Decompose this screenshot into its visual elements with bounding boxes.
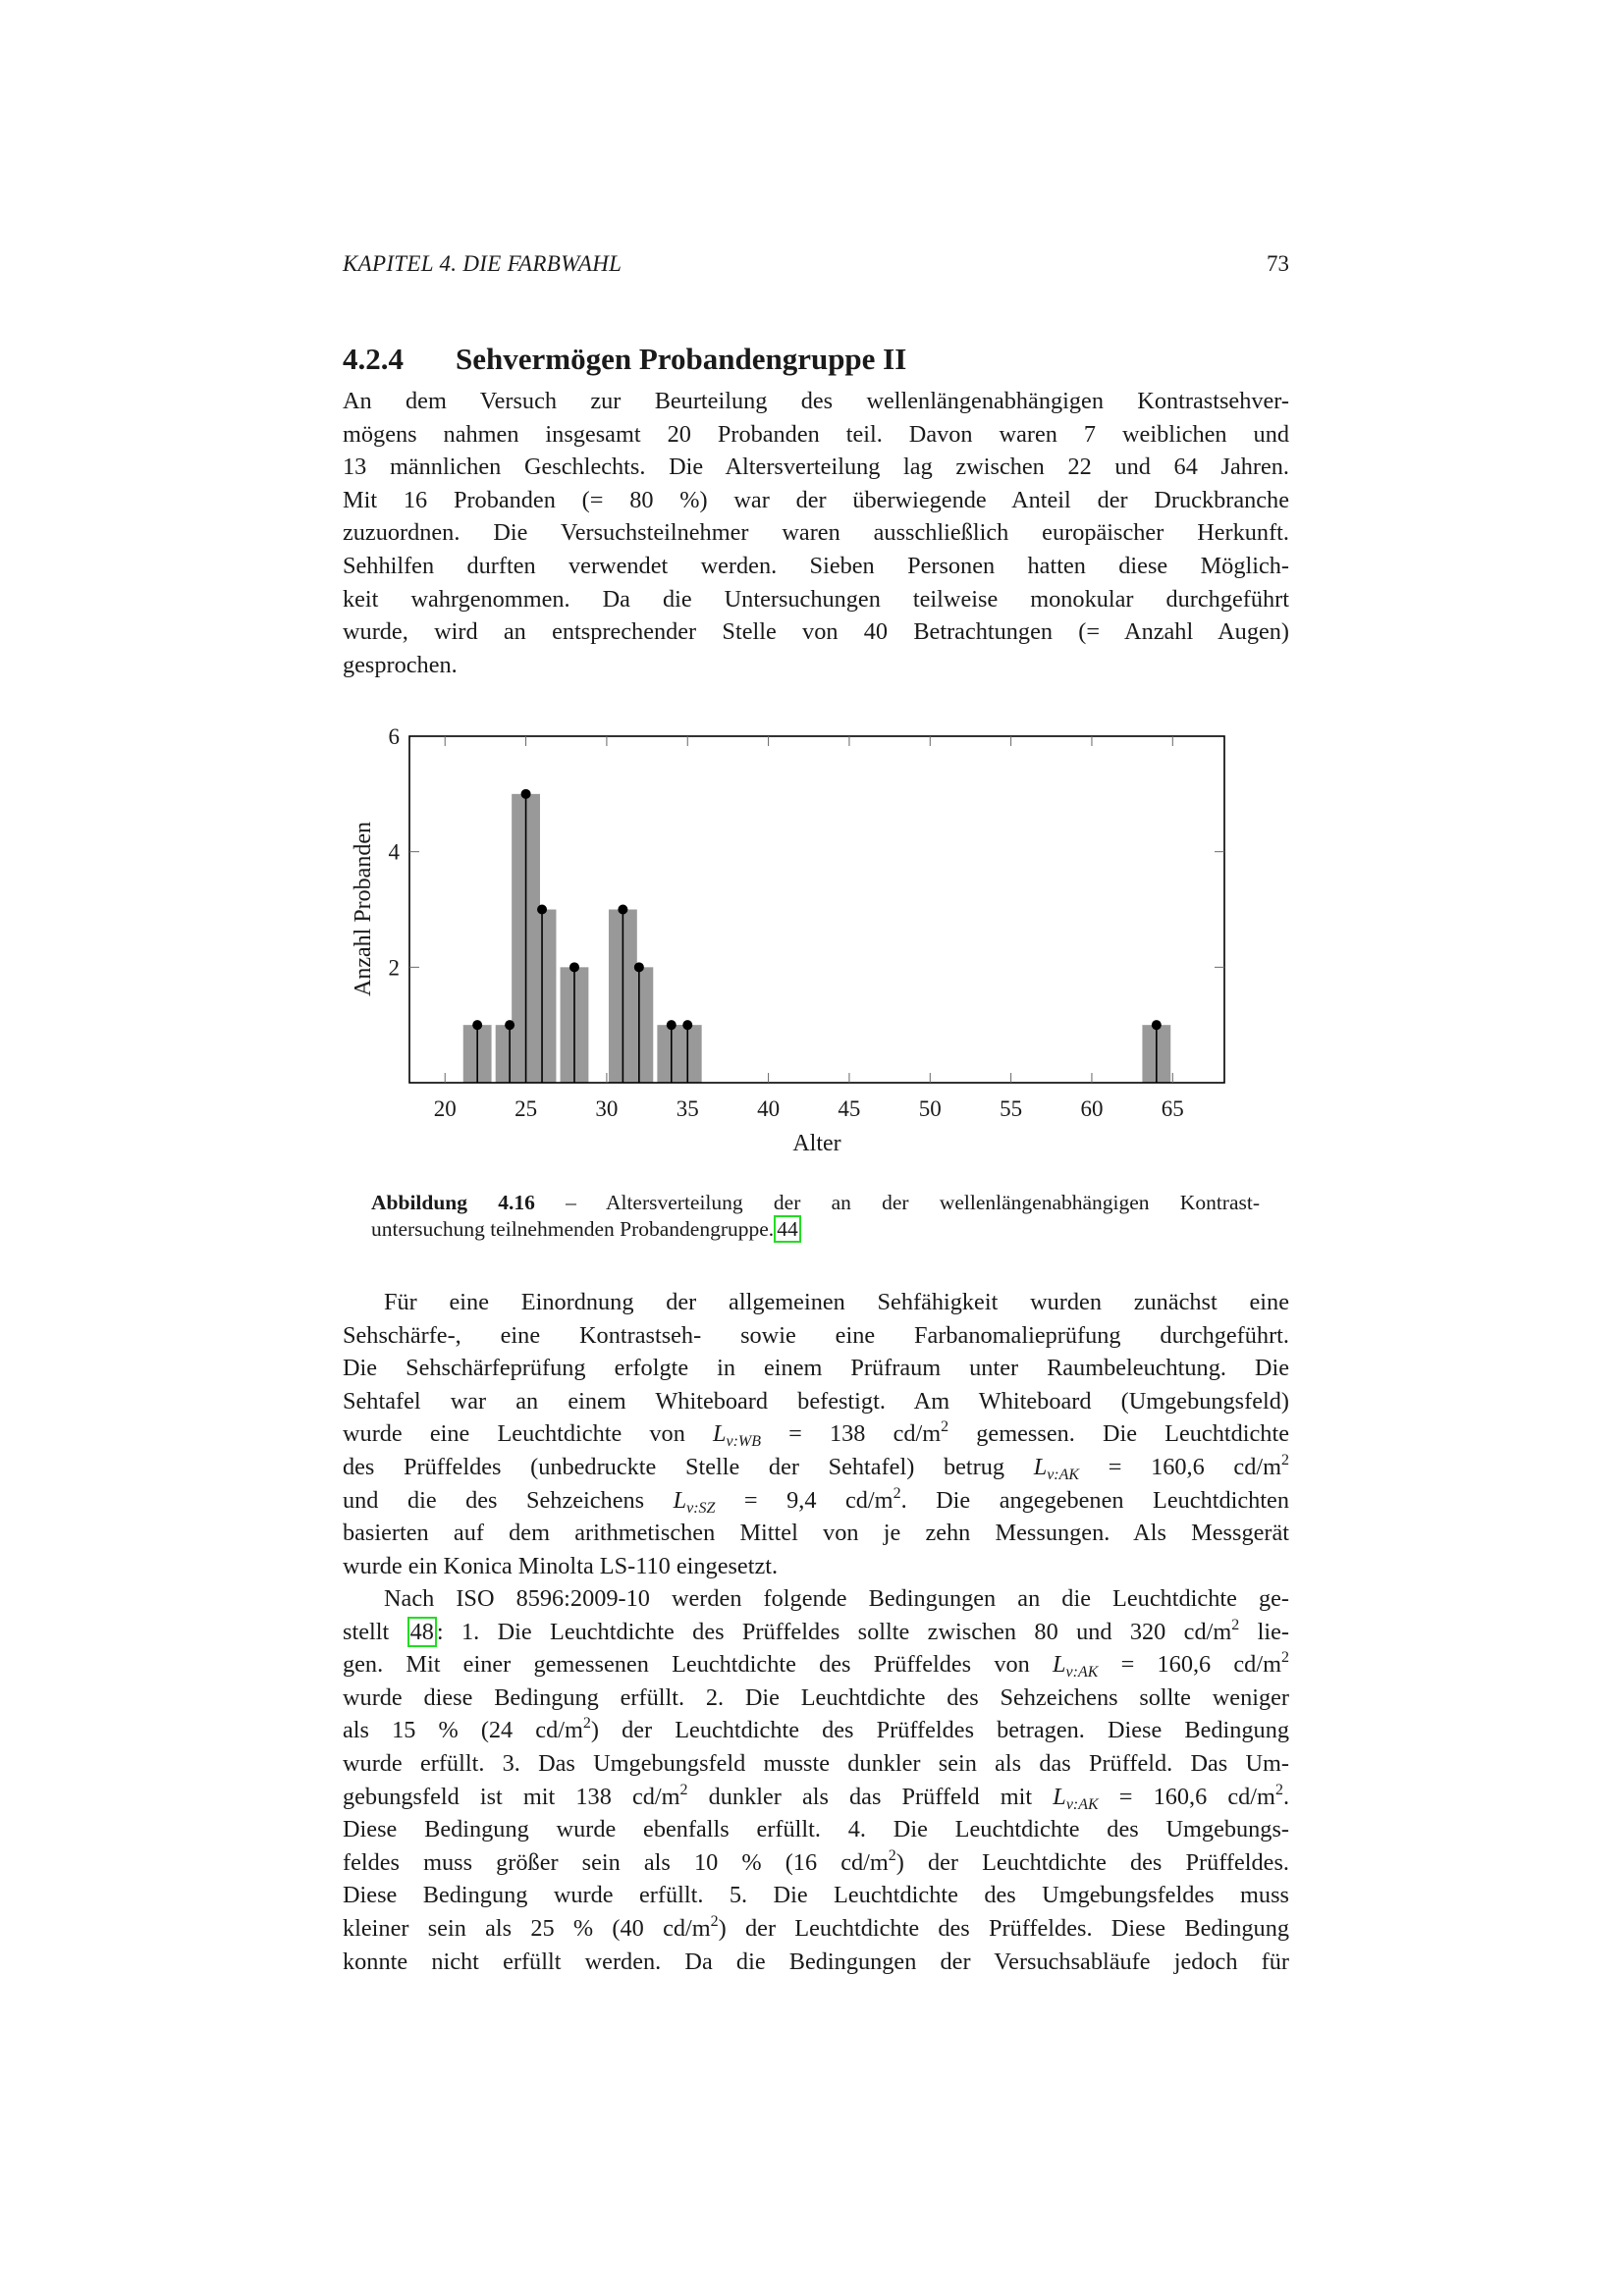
text-line: und die des Sehzeichens $L_{v:SZ} = 9,4$ $cd/m^2$. Die angegebenen Leuchtdichten [343,1484,1289,1517]
x-tick-label: 35 [676,1096,699,1121]
text-line: kleiner sein als 25 % (40 $cd/m^2$) der Leuchtdichte des Prüffeldes. Diese Bedingung [343,1912,1289,1942]
section-number: 4.2.4 [343,342,404,376]
section-title: Sehvermögen Probandengruppe II [456,342,907,376]
caption-text: untersuchung teilnehmenden Probandengruppe. [371,1217,775,1241]
data-point-marker [472,1020,482,1030]
text-line: Mit 16 Probanden (= 80 %) war der überwiegende Anteil der Druckbranche [343,486,1289,513]
data-point-marker [569,962,579,972]
text-line: wurde eine Leuchtdichte von $L_{v:WB} = 138$ $cd/m^2$ gemessen. Die Leuchtdichte [343,1418,1289,1451]
y-tick-label: 4 [388,839,400,865]
text-line: zuzuordnen. Die Versuchsteilnehmer waren ausschließlich europäischer Herkunft. [343,519,1289,547]
text-line: feldes muss größer sein als 10 % (16 $cd/m^2$) der Leuchtdichte des Prüffeldes. [343,1846,1289,1876]
figure-label: Abbildung 4.16 [371,1191,535,1214]
page-number: 73 [1267,251,1289,276]
text-line: als 15 % (24 $cd/m^2$) der Leuchtdichte des Prüffeldes betragen. Diese Bedingung [343,1715,1289,1744]
x-tick-label: 65 [1161,1096,1184,1121]
paragraph-measurement [343,1286,1289,1582]
citation-link[interactable]: 48 [407,1617,437,1647]
data-point-marker [634,962,644,972]
text-line: wurde erfüllt. 3. Das Umgebungsfeld musste dunkler sein als das Prüffeld. Das Um- [343,1749,1289,1777]
data-point-marker [667,1020,677,1030]
text-line: keit wahrgenommen. Da die Untersuchungen teilweise monokular durchgeführt [343,585,1289,613]
text-line: An dem Versuch zur Beurteilung des wellenlängenabhängigen Kontrastsehver- [343,388,1289,414]
chapter-title: KAPITEL 4. DIE FARBWAHL [343,251,623,276]
data-point-marker [618,905,627,915]
data-point-marker [537,905,547,915]
text-line: Sehhilfen durften verwendet werden. Sieben Personen hatten diese Möglich- [343,552,1289,579]
text-line: wurde ein Konica Minolta LS-110 eingesetzt. [343,1552,779,1579]
text-line: wurde, wird an entsprechender Stelle von 40 Betrachtungen (= Anzahl Augen) [343,618,1289,646]
x-tick-label: 50 [918,1096,942,1121]
x-tick-label: 30 [595,1096,619,1121]
text-line: gebungsfeld ist mit 138 $cd/m^2$ dunkler als das Prüffeld mit $L_{v:AK} = 160,6$ $cd/m^2$. [343,1781,1290,1813]
text-line: Die Sehschärfeprüfung erfolgte in einem Prüfraum unter Raumbeleuchtung. Die [343,1355,1289,1382]
text-line: Sehtafel war an einem Whiteboard befestigt. Am Whiteboard (Umgebungsfeld) [343,1387,1289,1415]
text-line: gen. Mit einer gemessenen Leuchtdichte des Prüffeldes von $L_{v:AK} = 160,6$ $cd/m^2$ [343,1649,1289,1682]
y-tick-label: 6 [388,724,400,749]
citation-link[interactable]: 44 [774,1215,801,1243]
figure-caption [371,1190,1260,1243]
text-line: wurde diese Bedingung erfüllt. 2. Die Leuchtdichte des Sehzeichens sollte weniger [343,1683,1289,1711]
x-axis-label: Alter [792,1131,841,1156]
text-line: Diese Bedingung wurde ebenfalls erfüllt. 4. Die Leuchtdichte des Umgebungs- [343,1816,1289,1843]
x-tick-label: 45 [838,1096,861,1121]
data-point-marker [1152,1020,1162,1030]
data-point-marker [505,1020,514,1030]
y-axis-label: Anzahl Probanden [351,822,376,996]
text-line: Sehschärfe-, eine Kontrastseh- sowie eine Farbanomalieprüfung durchgeführt. [343,1321,1289,1349]
text-line: Diese Bedingung wurde erfüllt. 5. Die Leuchtdichte des Umgebungsfeldes muss [343,1882,1289,1909]
x-tick-label: 60 [1080,1096,1104,1121]
bar-series [463,794,1170,1083]
x-tick-label: 25 [514,1096,538,1121]
text-line: Nach ISO 8596:2009-10 werden folgende Bedingungen an die Leuchtdichte ge- [384,1585,1289,1612]
x-tick-label: 20 [433,1096,457,1121]
text-line: des Prüffeldes (unbedruckte Stelle der Sehtafel) betrug $L_{v:AK} = 160,6$ $cd/m^2$ [343,1451,1289,1483]
text-line: basierten auf dem arithmetischen Mittel von je zehn Messungen. Als Messgerät [343,1520,1289,1547]
x-tick-label: 40 [757,1096,781,1121]
paragraph-iso-conditions [343,1582,1289,1978]
text-line: 13 männlichen Geschlechts. Die Altersverteilung lag zwischen 22 und 64 Jahren. [343,454,1289,481]
text-line: Für eine Einordnung der allgemeinen Sehfähigkeit wurden zunächst eine [384,1289,1289,1315]
caption-text: – Altersverteilung der an der wellenlängenabhängigen Kontrast- [534,1191,1260,1214]
text-line: konnte nicht erfüllt werden. Da die Bedingungen der Versuchsabläufe jedoch für [343,1948,1289,1975]
data-point-marker [682,1020,692,1030]
text-line: stellt 48 : 1. Die Leuchtdichte des Prüffeldes sollte zwischen 80 und 320 $cd/m^2$ lie- [343,1616,1289,1645]
text-line: gesprochen. [343,651,458,678]
text-line: mögens nahmen insgesamt 20 Probanden teil. Davon waren 7 weiblichen und [343,420,1289,448]
y-tick-label: 2 [388,955,400,981]
data-point-marker [521,789,531,799]
x-tick-label: 55 [1000,1096,1023,1121]
